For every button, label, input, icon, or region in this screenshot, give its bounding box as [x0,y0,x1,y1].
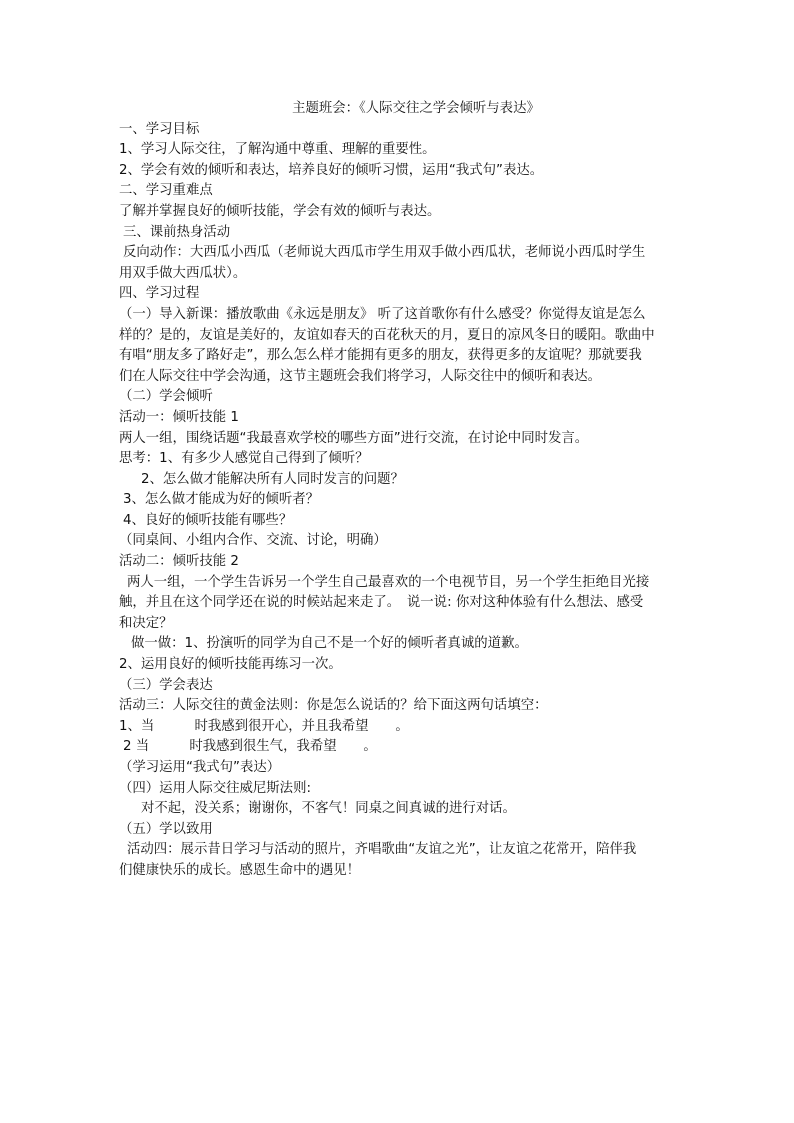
think-question-3: 3、怎么做才能成为好的倾听者？ [123,492,319,508]
activity-2-text-1: 两人一组，一个学生告诉另一个学生自己最喜欢的一个电视节目，另一个学生拒绝目光接 [127,574,650,590]
section-heading-objectives: 一、学习目标 [119,121,200,137]
activity-2-title: 活动二：倾听技能 2 [119,554,239,570]
think-question-2: 2、怎么做才能解决所有人同时发言的问题？ [141,471,404,487]
activity-1-text: 两人一组，围绕话题“我最喜欢学校的哪些方面”进行交流，在讨论中同时发言。 [119,430,589,446]
activity-3-title: 活动三：人际交往的黄金法则：你是怎么说话的？给下面这两句话填空： [119,698,548,714]
section-heading-warmup: 三、课前热身活动 [123,224,231,240]
intro-paragraph-line-3: 有唱“朋友多了路好走”，那么怎么样才能拥有更多的朋友，获得更多的友谊呢？那就要我 [119,348,642,364]
document-title: 主题班会：《人际交往之学会倾听与表达》 [292,101,540,116]
fill-blank-1: 1、当 时我感到很开心，并且我希望 。 [119,718,409,734]
section-heading-process: 四、学习过程 [119,286,200,302]
venice-rule-text: 对不起，没关系；谢谢你，不客气！同桌之间真诚的进行对话。 [141,801,516,817]
subsection-expression: （三）学会表达 [119,677,213,693]
key-points-text: 了解并掌握良好的倾听技能，学会有效的倾听与表达。 [119,203,441,219]
think-question-1: 思考：1、有多少人感觉自己得到了倾听？ [119,451,369,467]
activity-4-text-1: 活动四：展示昔日学习与活动的照片，齐唱歌曲“友谊之光”，让友谊之花常开，陪伴我 [127,842,637,858]
think-question-4: 4、良好的倾听技能有哪些？ [123,512,293,528]
intro-paragraph-line-4: 们在人际交往中学会沟通，这节主题班会我们将学习，人际交往中的倾听和表达。 [119,368,602,384]
subsection-application: （五）学以致用 [119,821,213,837]
expression-note: （学习运用“我式句”表达） [119,760,281,775]
fill-blank-2: 2 当 时我感到很生气，我希望 。 [123,739,377,755]
document-body [119,99,685,882]
activity-2-text-2: 触，并且在这个同学还在说的时候站起来走了。 说一说: 你对这种体验有什么想法、感受 [119,595,644,611]
intro-paragraph-line-2: 样的？是的，友谊是美好的，友谊如春天的百花秋天的月，夏日的凉风冬日的暖阳。歌曲中 [119,327,655,343]
activity-1-title: 活动一：倾听技能 1 [119,409,239,425]
discussion-note: （同桌间、小组内合作、交流、讨论，明确） [119,533,387,549]
subsection-listening: （二）学会倾听 [119,389,213,405]
activity-2-text-3: 和决定？ [119,615,173,631]
practice-2: 2、运用良好的倾听技能再练习一次。 [119,657,342,673]
activity-4-text-2: 们健康快乐的成长。感恩生命中的遇见！ [119,862,361,878]
warmup-text-1: 反向动作：大西瓜小西瓜（老师说大西瓜市学生用双手做小西瓜状，老师说小西瓜时学生 [123,245,646,261]
section-heading-key-points: 二、学习重难点 [119,183,213,199]
subsection-venice-rule: （四）运用人际交往威尼斯法则: [119,780,311,796]
warmup-text-2: 用双手做大西瓜状）。 [119,265,247,281]
intro-paragraph-line-1: （一）导入新课：播放歌曲《永远是朋友》 听了这首歌你有什么感受？你觉得友谊是怎么 [119,306,646,322]
objective-2: 2、学会有效的倾听和表达，培养良好的倾听习惯，运用“我式句”表达。 [119,162,544,178]
practice-1: 做一做：1、扮演听的同学为自己不是一个好的倾听者真诚的道歉。 [131,636,528,652]
objective-1: 1、学习人际交往，了解沟通中尊重、理解的重要性。 [119,142,436,158]
